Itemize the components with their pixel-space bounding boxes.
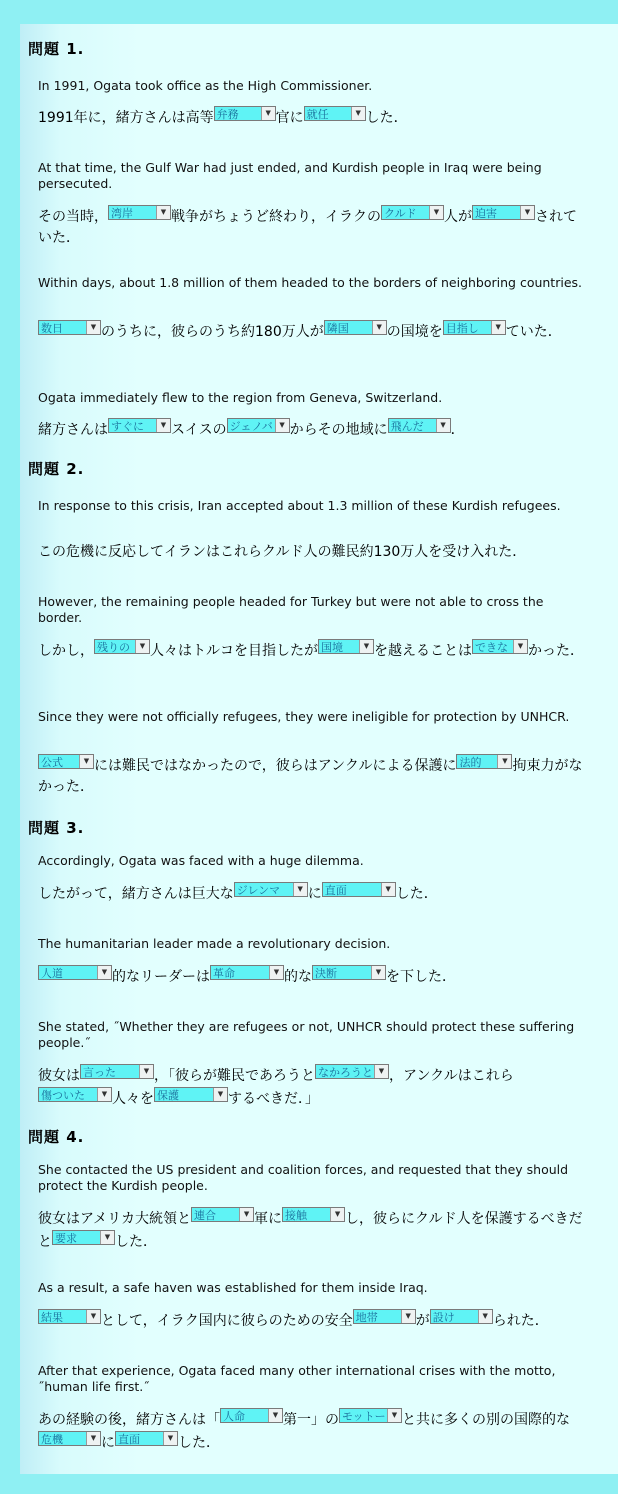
answer-dropdown[interactable]: 迫害 ▼ — [472, 205, 535, 220]
answer-dropdown[interactable]: ジレンマ ▼ — [234, 882, 308, 897]
sentence-text: 彼女はアメリカ大統領と — [38, 1211, 192, 1227]
question-heading-1: 問題 1. — [28, 40, 85, 58]
japanese-sentence — [38, 205, 586, 249]
english-sentence: She contacted the US president and coalition forces, and requested that they should protect the Kurdish people. — [38, 1162, 569, 1193]
chevron-down-icon: ▼ — [371, 966, 385, 979]
chevron-down-icon: ▼ — [86, 321, 100, 334]
japanese-sentence — [38, 1064, 586, 1110]
chevron-down-icon: ▼ — [381, 883, 395, 896]
chevron-down-icon: ▼ — [401, 1310, 415, 1323]
chevron-down-icon: ▼ — [478, 1310, 492, 1323]
sentence-text: と共に多くの別の国際的な — [402, 1412, 570, 1428]
japanese-sentence — [38, 1207, 586, 1253]
sentence-text: を下した． — [386, 969, 456, 985]
answer-dropdown[interactable]: 言った ▼ — [80, 1064, 154, 1079]
japanese-sentence — [38, 1408, 586, 1454]
sentence-text: した． — [115, 1234, 157, 1250]
japanese-sentence — [38, 965, 586, 988]
answer-dropdown[interactable]: 連合 ▼ — [191, 1207, 254, 1222]
japanese-sentence — [38, 754, 586, 798]
answer-dropdown[interactable]: 法的 ▼ — [456, 754, 512, 769]
english-sentence: After that experience, Ogata faced many other international crises with the motto, ˝human life first.˝ — [38, 1363, 556, 1394]
sentence-text: からその地域に — [289, 422, 388, 438]
answer-dropdown[interactable]: 残りの ▼ — [94, 639, 150, 654]
sentence-text: ． — [450, 422, 465, 438]
chevron-down-icon: ▼ — [268, 1409, 282, 1422]
chevron-down-icon: ▼ — [135, 640, 149, 653]
sentence-text: するべきだ．」 — [228, 1091, 319, 1107]
answer-dropdown[interactable]: 直面 ▼ — [322, 882, 396, 897]
sentence-text: その当時， — [38, 209, 108, 225]
japanese-sentence — [38, 882, 586, 905]
answer-dropdown[interactable]: 公式 ▼ — [38, 754, 94, 769]
answer-dropdown[interactable]: 保護 ▼ — [154, 1087, 228, 1102]
sentence-text: した． — [178, 1435, 220, 1451]
english-sentence: As a result, a safe haven was established for them inside Iraq. — [38, 1280, 428, 1295]
english-sentence: Within days, about 1.8 million of them headed to the borders of neighboring countries. — [38, 275, 583, 290]
sentence-text: に — [101, 1435, 115, 1451]
answer-dropdown[interactable]: モットー ▼ — [339, 1408, 402, 1423]
chevron-down-icon: ▼ — [387, 1409, 401, 1422]
answer-dropdown[interactable]: 湾岸 ▼ — [108, 205, 171, 220]
japanese-sentence — [38, 1309, 586, 1332]
chevron-down-icon: ▼ — [261, 107, 275, 120]
sentence-text: 拘束力がなかった． — [38, 758, 583, 795]
answer-dropdown[interactable]: 就任 ▼ — [304, 106, 366, 121]
answer-dropdown[interactable]: 危機 ▼ — [38, 1431, 101, 1446]
answer-dropdown[interactable]: 革命 ▼ — [210, 965, 284, 980]
sentence-text: 第一」の — [283, 1412, 339, 1428]
chevron-down-icon: ▼ — [372, 321, 386, 334]
answer-dropdown[interactable]: 傷ついた ▼ — [38, 1087, 112, 1102]
sentence-text: しかし， — [38, 643, 94, 659]
answer-dropdown[interactable]: 接触 ▼ — [282, 1207, 345, 1222]
sentence-text: 的な — [284, 969, 312, 985]
sentence-text: のうちに，彼らのうち約180万人が — [101, 324, 324, 340]
answer-dropdown[interactable]: 目指し ▼ — [443, 320, 506, 335]
english-sentence: However, the remaining people headed for Turkey but were not able to cross the border. — [38, 594, 544, 625]
answer-dropdown[interactable]: 決断 ▼ — [312, 965, 386, 980]
sentence-text: には難民ではなかったので，彼らはアンクルによる保護に — [94, 758, 457, 774]
sentence-text: 人が — [444, 209, 472, 225]
english-sentence: At that time, the Gulf War had just ended, and Kurdish people in Iraq were being persecuted. — [38, 160, 542, 191]
answer-dropdown[interactable]: なかろうと ▼ — [315, 1064, 389, 1079]
japanese-sentence — [38, 542, 586, 563]
quiz-panel — [20, 24, 618, 1474]
answer-dropdown[interactable]: 飛んだ ▼ — [388, 418, 451, 433]
sentence-text: されていた． — [38, 209, 577, 246]
answer-dropdown[interactable]: 数日 ▼ — [38, 320, 101, 335]
sentence-text: 官に — [275, 110, 304, 126]
answer-dropdown[interactable]: 国境 ▼ — [318, 639, 374, 654]
sentence-text: し，彼らにクルド人を保護するべきだと — [38, 1211, 583, 1250]
english-sentence: In response to this crisis, Iran accepted about 1.3 million of these Kurdish refugees. — [38, 498, 561, 513]
chevron-down-icon: ▼ — [86, 1432, 100, 1445]
chevron-down-icon: ▼ — [497, 755, 511, 768]
chevron-down-icon: ▼ — [436, 419, 450, 432]
chevron-down-icon: ▼ — [239, 1208, 253, 1221]
sentence-text: ていた． — [505, 324, 562, 340]
sentence-text: 人々を — [112, 1091, 154, 1107]
sentence-text: この危機に反応してイランはこれらクルド人の難民約130万人を受け入れた． — [38, 544, 527, 560]
question-heading-3: 問題 3. — [28, 819, 85, 837]
chevron-down-icon: ▼ — [275, 419, 289, 432]
chevron-down-icon: ▼ — [520, 206, 534, 219]
chevron-down-icon: ▼ — [163, 1432, 177, 1445]
sentence-text: 軍に — [254, 1211, 283, 1227]
chevron-down-icon: ▼ — [97, 1088, 111, 1101]
english-sentence: Ogata immediately flew to the region from Geneva, Switzerland. — [38, 390, 443, 405]
answer-dropdown[interactable]: 直面 ▼ — [115, 1431, 178, 1446]
chevron-down-icon: ▼ — [351, 107, 365, 120]
chevron-down-icon: ▼ — [513, 640, 527, 653]
chevron-down-icon: ▼ — [293, 883, 307, 896]
sentence-text: 戦争がちょうど終わり，イラクの — [171, 209, 381, 225]
sentence-text: が — [415, 1313, 430, 1329]
chevron-down-icon: ▼ — [374, 1065, 388, 1078]
sentence-text: した． — [395, 886, 438, 902]
english-sentence: The humanitarian leader made a revolutionary decision. — [38, 936, 391, 951]
japanese-sentence — [38, 320, 586, 343]
answer-dropdown[interactable]: 要求 ▼ — [52, 1230, 115, 1245]
japanese-sentence — [38, 418, 586, 441]
sentence-text: 1991年に，緒方さんは高等 — [38, 110, 214, 126]
chevron-down-icon: ▼ — [100, 1231, 114, 1244]
answer-dropdown[interactable]: 弁務 ▼ — [214, 106, 276, 121]
answer-dropdown[interactable]: 結果 ▼ — [38, 1309, 101, 1324]
answer-dropdown[interactable]: 隣国 ▼ — [324, 320, 387, 335]
english-sentence: Since they were not officially refugees, they were ineligible for protection by UNHCR. — [38, 709, 570, 724]
answer-dropdown[interactable]: 人道 ▼ — [38, 965, 112, 980]
sentence-text: あの経験の後，緒方さんは「 — [38, 1412, 220, 1428]
sentence-text: られた． — [492, 1313, 549, 1329]
english-sentence: In 1991, Ogata took office as the High Commissioner. — [38, 78, 373, 93]
english-sentence: She stated, ˝Whether they are refugees or not, UNHCR should protect these suffering people.˝ — [38, 1019, 575, 1050]
answer-dropdown[interactable]: すぐに ▼ — [108, 418, 171, 433]
chevron-down-icon: ▼ — [156, 206, 170, 219]
chevron-down-icon: ▼ — [429, 206, 443, 219]
sentence-text: したがって，緒方さんは巨大な — [38, 886, 234, 902]
chevron-down-icon: ▼ — [491, 321, 505, 334]
english-sentence: Accordingly, Ogata was faced with a huge dilemma. — [38, 853, 364, 868]
sentence-text: した． — [365, 110, 408, 126]
answer-dropdown[interactable]: できな ▼ — [472, 639, 528, 654]
sentence-text: として，イラク国内に彼らのための安全 — [101, 1313, 353, 1329]
question-heading-4: 問題 4. — [28, 1128, 85, 1146]
answer-dropdown[interactable]: ジェノバ ▼ — [227, 418, 290, 433]
chevron-down-icon: ▼ — [86, 1310, 100, 1323]
chevron-down-icon: ▼ — [359, 640, 373, 653]
chevron-down-icon: ▼ — [79, 755, 93, 768]
chevron-down-icon: ▼ — [213, 1088, 227, 1101]
chevron-down-icon: ▼ — [139, 1065, 153, 1078]
answer-dropdown[interactable]: クルド ▼ — [381, 205, 444, 220]
answer-dropdown[interactable]: 人命 ▼ — [220, 1408, 283, 1423]
chevron-down-icon: ▼ — [97, 966, 111, 979]
sentence-text: 人々はトルコを目指したが — [150, 643, 318, 659]
sentence-text: ，「彼らが難民であろうと — [154, 1068, 315, 1084]
japanese-sentence — [38, 639, 586, 662]
sentence-text: 的なリーダーは — [112, 969, 210, 985]
sentence-text: を越えることは — [374, 643, 472, 659]
sentence-text: ，アンクルはこれら — [389, 1068, 514, 1084]
chevron-down-icon: ▼ — [269, 966, 283, 979]
chevron-down-icon: ▼ — [330, 1208, 344, 1221]
sentence-text: スイスの — [171, 422, 227, 438]
answer-dropdown[interactable]: 地帯 ▼ — [353, 1309, 416, 1324]
sentence-text: 緒方さんは — [38, 422, 108, 438]
question-heading-2: 問題 2. — [28, 460, 85, 478]
sentence-text: 彼女は — [38, 1068, 80, 1084]
sentence-text: かった． — [528, 643, 584, 659]
chevron-down-icon: ▼ — [156, 419, 170, 432]
answer-dropdown[interactable]: 設け ▼ — [430, 1309, 493, 1324]
sentence-text: の国境を — [386, 324, 443, 340]
japanese-sentence — [38, 106, 586, 129]
sentence-text: に — [307, 886, 322, 902]
